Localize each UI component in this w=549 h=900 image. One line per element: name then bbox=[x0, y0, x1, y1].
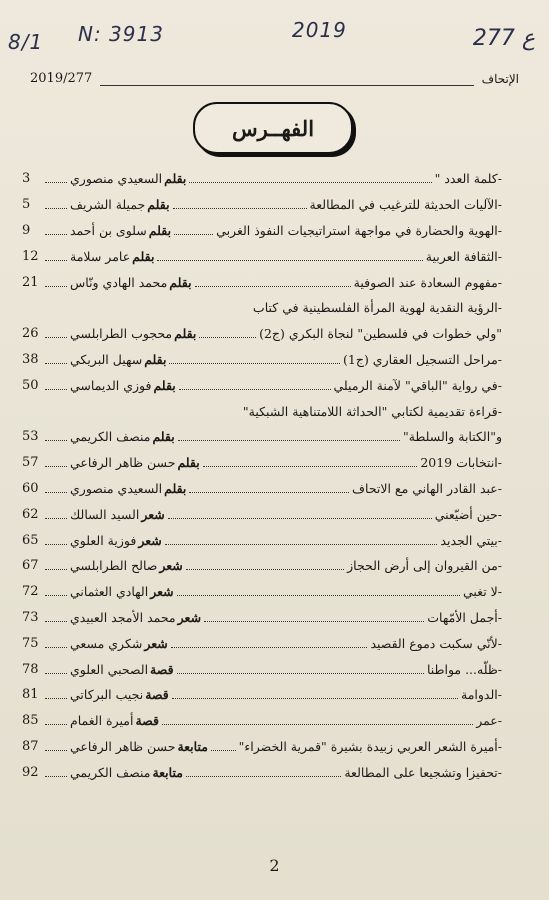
toc-entry-kind: بقلم bbox=[164, 480, 187, 496]
toc-entry-title: -الآليات الحديثة للترغيب في المطالعة bbox=[309, 197, 502, 213]
toc-entry-kind: قصة bbox=[145, 687, 169, 703]
toc-leader-dots bbox=[45, 510, 67, 519]
toc-leader-dots bbox=[45, 690, 67, 699]
toc-entry-title: -من القيروان إلى أرض الحجاز bbox=[347, 558, 502, 574]
toc-entry bbox=[22, 605, 502, 631]
toc-entry-page: 60 bbox=[22, 480, 39, 496]
toc-leader-dots bbox=[45, 278, 67, 287]
toc-leader-dots bbox=[45, 639, 67, 648]
toc-entry-title: -انتخابات 2019 bbox=[420, 455, 502, 471]
toc-leader-dots bbox=[168, 510, 432, 519]
toc-leader-dots bbox=[45, 329, 67, 338]
toc-leader-dots bbox=[189, 174, 431, 183]
toc-entry-kind: بقلم bbox=[147, 197, 170, 213]
toc-entry-title: -حين أضيّعني bbox=[434, 506, 502, 522]
toc-leader-dots bbox=[45, 226, 67, 235]
toc-entry-author: حسن ظاهر الرفاعي bbox=[70, 455, 176, 471]
toc-leader-dots bbox=[211, 742, 236, 751]
toc-entry-author: عامر سلامة bbox=[70, 248, 131, 264]
toc-entry-page: 92 bbox=[22, 764, 39, 780]
toc-entry bbox=[22, 424, 502, 450]
toc-leader-dots bbox=[177, 587, 460, 596]
toc-entry-title: -ظلّه... مواطنا bbox=[426, 661, 502, 677]
toc-entry-author: محمد الأمجد العبيدي bbox=[70, 609, 176, 625]
toc-entry bbox=[22, 321, 502, 347]
toc-leader-dots bbox=[45, 536, 67, 545]
toc-entry-kind: متابعة bbox=[152, 764, 183, 780]
toc-entry-author: الهادي العثماني bbox=[70, 584, 149, 600]
toc-entry-page: 85 bbox=[22, 713, 39, 729]
toc-leader-dots bbox=[179, 381, 331, 390]
toc-entry-title: -عبد القادر الهاني مع الاتحاف bbox=[352, 480, 502, 496]
toc-entry bbox=[22, 398, 502, 424]
toc-leader-dots bbox=[186, 768, 341, 777]
toc-entry-author: سهيل البريكي bbox=[70, 351, 143, 367]
toc-entry-kind: شعر bbox=[138, 532, 162, 548]
toc-entry bbox=[22, 476, 502, 502]
toc-entry bbox=[22, 656, 502, 682]
toc-entry-page: 87 bbox=[22, 738, 39, 754]
toc-entry-author: السعيدي منصوري bbox=[70, 480, 163, 496]
toc-leader-dots bbox=[45, 355, 67, 364]
toc-entry-kind: شعر bbox=[159, 558, 183, 574]
toc-entry-author: سلوى بن أحمد bbox=[70, 222, 147, 238]
toc-entry bbox=[22, 166, 502, 192]
toc-entry bbox=[22, 630, 502, 656]
toc-leader-dots bbox=[45, 561, 67, 570]
toc-leader-dots bbox=[45, 716, 67, 725]
toc-entry-title: -مفهوم السعادة عند الصوفية bbox=[353, 274, 502, 290]
handwritten-note-number: N: 3913 bbox=[78, 22, 164, 46]
toc-entry bbox=[22, 682, 502, 708]
toc-leader-dots bbox=[45, 613, 67, 622]
toc-entry bbox=[22, 734, 502, 760]
toc-leader-dots bbox=[178, 432, 400, 441]
toc-entry bbox=[22, 243, 502, 269]
toc-entry-author: محمد الهادي ونّاس bbox=[70, 274, 168, 290]
toc-leader-dots bbox=[157, 252, 422, 261]
toc-entry-author: شكري مسعي bbox=[70, 635, 143, 651]
toc-entry-title: -في رواية "الباقي" لآمنة الرميلي bbox=[333, 377, 502, 393]
toc-entry-title: -عمر bbox=[476, 713, 502, 729]
toc-entry-author: الصحبي العلوي bbox=[70, 661, 149, 677]
toc-leader-dots bbox=[171, 639, 368, 648]
toc-entry-page: 53 bbox=[22, 429, 39, 445]
toc-leader-dots bbox=[204, 613, 424, 622]
toc-entry-title: -الدوامة bbox=[461, 687, 502, 703]
toc-leader-dots bbox=[45, 174, 67, 183]
toc-entry-kind: بقلم bbox=[177, 455, 200, 471]
toc-leader-dots bbox=[45, 484, 67, 493]
toc-entry-title: -تحفيزا وتشجيعا على المطالعة bbox=[344, 764, 502, 780]
toc-entry-title: -لا تغبي bbox=[462, 584, 502, 600]
toc-entry-author: محجوب الطرابلسي bbox=[70, 326, 173, 342]
toc-entry-page: 81 bbox=[22, 687, 39, 703]
toc-leader-dots bbox=[45, 665, 67, 674]
toc-entry-author: جميلة الشريف bbox=[70, 197, 146, 213]
toc-leader-dots bbox=[45, 252, 67, 261]
toc-entry-kind: شعر bbox=[177, 609, 202, 625]
toc-entry-author: حسن ظاهر الرفاعي bbox=[70, 738, 176, 754]
toc-leader-dots bbox=[165, 536, 438, 545]
toc-entry-author: السعيدي منصوري bbox=[70, 171, 163, 187]
toc-leader-dots bbox=[199, 329, 256, 338]
toc-entry-page: 26 bbox=[22, 326, 39, 342]
handwritten-note-year: 2019 bbox=[292, 18, 347, 42]
toc-leader-dots bbox=[189, 484, 349, 493]
toc-entry bbox=[22, 218, 502, 244]
toc-entry bbox=[22, 527, 502, 553]
toc-leader-dots bbox=[45, 742, 67, 751]
toc-entry-page: 12 bbox=[22, 248, 39, 264]
toc-entry-kind: شعر bbox=[150, 584, 174, 600]
toc-entry-title: -بيتي الجديد bbox=[440, 532, 502, 548]
table-of-contents bbox=[22, 166, 502, 785]
toc-entry-page: 78 bbox=[22, 661, 39, 677]
toc-entry-author: نجيب البركاتي bbox=[70, 687, 144, 703]
toc-entry bbox=[22, 553, 502, 579]
toc-entry-kind: قصة bbox=[150, 661, 174, 677]
running-header bbox=[30, 66, 519, 86]
toc-entry-kind: بقلم bbox=[174, 326, 197, 342]
toc-entry-title: -الرؤية النقدية لهوية المرأة الفلسطينية في كتاب bbox=[252, 300, 502, 316]
toc-leader-dots bbox=[172, 690, 458, 699]
toc-entry bbox=[22, 192, 502, 218]
toc-entry-page: 57 bbox=[22, 455, 39, 471]
toc-entry-kind: شعر bbox=[141, 506, 165, 522]
toc-entry-page: 50 bbox=[22, 377, 39, 393]
toc-entry-kind: بقلم bbox=[144, 351, 167, 367]
toc-entry-title: -الهوية والحضارة في مواجهة استراتيجيات النفوذ الغربي bbox=[216, 222, 502, 238]
toc-leader-dots bbox=[186, 561, 344, 570]
header-rule bbox=[100, 75, 473, 86]
toc-entry bbox=[22, 759, 502, 785]
toc-entry bbox=[22, 295, 502, 321]
toc-entry-author: منصف الكريمي bbox=[70, 429, 151, 445]
toc-entry-title: -أجمل الأمّهات bbox=[427, 609, 502, 625]
toc-entry-title: -أميرة الشعر العربي زبيدة بشيرة "قمرية الخضراء" bbox=[238, 738, 502, 754]
page-number: 2 bbox=[269, 856, 280, 875]
toc-entry bbox=[22, 450, 502, 476]
toc-entry-page: 72 bbox=[22, 584, 39, 600]
toc-entry-kind: شعر bbox=[144, 635, 168, 651]
toc-entry-kind: متابعة bbox=[177, 738, 208, 754]
toc-entry-author: فوزي الديماسي bbox=[70, 377, 152, 393]
toc-entry-title: -كلمة العدد " bbox=[434, 171, 502, 187]
toc-entry-page: 73 bbox=[22, 609, 39, 625]
toc-entry-author: فوزية العلوي bbox=[70, 532, 137, 548]
toc-leader-dots bbox=[173, 200, 307, 209]
toc-leader-dots bbox=[177, 665, 424, 674]
toc-entry bbox=[22, 579, 502, 605]
handwritten-note-right: 277 ع bbox=[472, 26, 535, 51]
toc-leader-dots bbox=[45, 381, 67, 390]
toc-leader-dots bbox=[203, 458, 418, 467]
toc-entry bbox=[22, 347, 502, 373]
toc-entry-author: صالح الطرابلسي bbox=[70, 558, 158, 574]
toc-leader-dots bbox=[45, 200, 67, 209]
toc-entry-kind: قصة bbox=[135, 713, 159, 729]
toc-entry-page: 3 bbox=[22, 171, 31, 187]
toc-entry-kind: بقلم bbox=[132, 248, 155, 264]
toc-leader-dots bbox=[45, 768, 67, 777]
toc-leader-dots bbox=[45, 587, 67, 596]
toc-entry-author: أميرة الغمام bbox=[70, 713, 134, 729]
issue-number: 2019/277 bbox=[30, 71, 93, 86]
toc-leader-dots bbox=[162, 716, 473, 725]
toc-leader-dots bbox=[169, 355, 340, 364]
toc-entry-title: -الثقافة العربية bbox=[425, 248, 502, 264]
toc-entry-kind: بقلم bbox=[169, 274, 192, 290]
toc-entry-title: و"الكتابة والسلطة" bbox=[402, 429, 502, 445]
toc-leader-dots bbox=[174, 226, 213, 235]
toc-entry-author: منصف الكريمي bbox=[70, 764, 151, 780]
toc-entry-page: 65 bbox=[22, 532, 39, 548]
toc-entry-title: -قراءة تقديمية لكتابي "الحداثة اللامتناهية الشبكية" bbox=[242, 403, 502, 419]
toc-entry bbox=[22, 708, 502, 734]
toc-entry-title: "ولي خطوات في فلسطين" لنجاة البكري (ج2) bbox=[259, 326, 502, 342]
toc-leader-dots bbox=[45, 432, 67, 441]
toc-entry-page: 21 bbox=[22, 274, 39, 290]
toc-leader-dots bbox=[195, 278, 351, 287]
toc-entry-title: -مراحل التسجيل العقاري (ج1) bbox=[343, 351, 502, 367]
toc-entry bbox=[22, 501, 502, 527]
toc-leader-dots bbox=[45, 458, 67, 467]
toc-entry-page: 62 bbox=[22, 506, 39, 522]
toc-entry bbox=[22, 372, 502, 398]
toc-entry-page: 5 bbox=[22, 197, 31, 213]
toc-entry-kind: بقلم bbox=[153, 377, 176, 393]
toc-entry-author: السيد السالك bbox=[70, 506, 140, 522]
toc-entry-page: 9 bbox=[22, 222, 31, 238]
toc-entry-page: 75 bbox=[22, 635, 39, 651]
toc-entry-kind: بقلم bbox=[164, 171, 187, 187]
toc-entry-page: 38 bbox=[22, 351, 39, 367]
toc-entry-kind: بقلم bbox=[152, 429, 175, 445]
toc-entry-title: -لأنّي سكبت دموع القصيد bbox=[370, 635, 502, 651]
index-title-box bbox=[193, 102, 353, 154]
toc-entry-page: 67 bbox=[22, 558, 39, 574]
handwritten-note-left: 8/1 bbox=[8, 30, 44, 54]
toc-entry bbox=[22, 269, 502, 295]
index-title: الفهــرس bbox=[231, 115, 315, 141]
toc-entry-kind: بقلم bbox=[148, 222, 172, 238]
magazine-name: الإتحاف bbox=[481, 72, 519, 86]
